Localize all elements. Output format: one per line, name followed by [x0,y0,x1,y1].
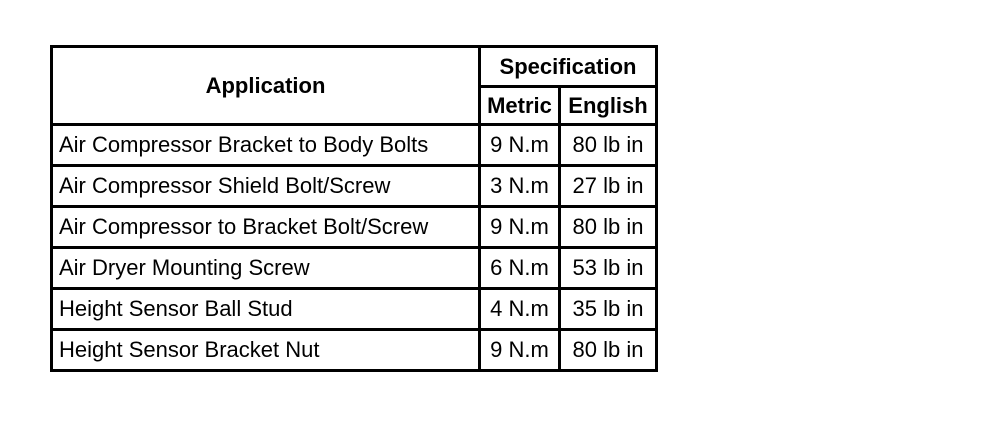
fastener-specification-table [50,45,658,372]
application-cell: Air Compressor Bracket to Body Bolts [52,125,480,166]
english-cell: 80 lb in [560,207,657,248]
english-cell: 80 lb in [560,330,657,371]
application-cell: Air Compressor Shield Bolt/Screw [52,166,480,207]
table-row [52,125,657,166]
table-row [52,330,657,371]
header-row-top [52,47,657,87]
english-cell: 80 lb in [560,125,657,166]
english-cell: 53 lb in [560,248,657,289]
table-row [52,207,657,248]
header-english: English [560,87,657,125]
header-specification: Specification [480,47,657,87]
metric-cell: 4 N.m [480,289,560,330]
english-cell: 35 lb in [560,289,657,330]
english-cell: 27 lb in [560,166,657,207]
header-application: Application [52,47,480,125]
header-metric: Metric [480,87,560,125]
metric-cell: 9 N.m [480,330,560,371]
application-cell: Height Sensor Ball Stud [52,289,480,330]
table-row [52,166,657,207]
metric-cell: 6 N.m [480,248,560,289]
table-row [52,289,657,330]
application-cell: Air Dryer Mounting Screw [52,248,480,289]
metric-cell: 3 N.m [480,166,560,207]
application-cell: Air Compressor to Bracket Bolt/Screw [52,207,480,248]
metric-cell: 9 N.m [480,125,560,166]
metric-cell: 9 N.m [480,207,560,248]
table-row [52,248,657,289]
application-cell: Height Sensor Bracket Nut [52,330,480,371]
